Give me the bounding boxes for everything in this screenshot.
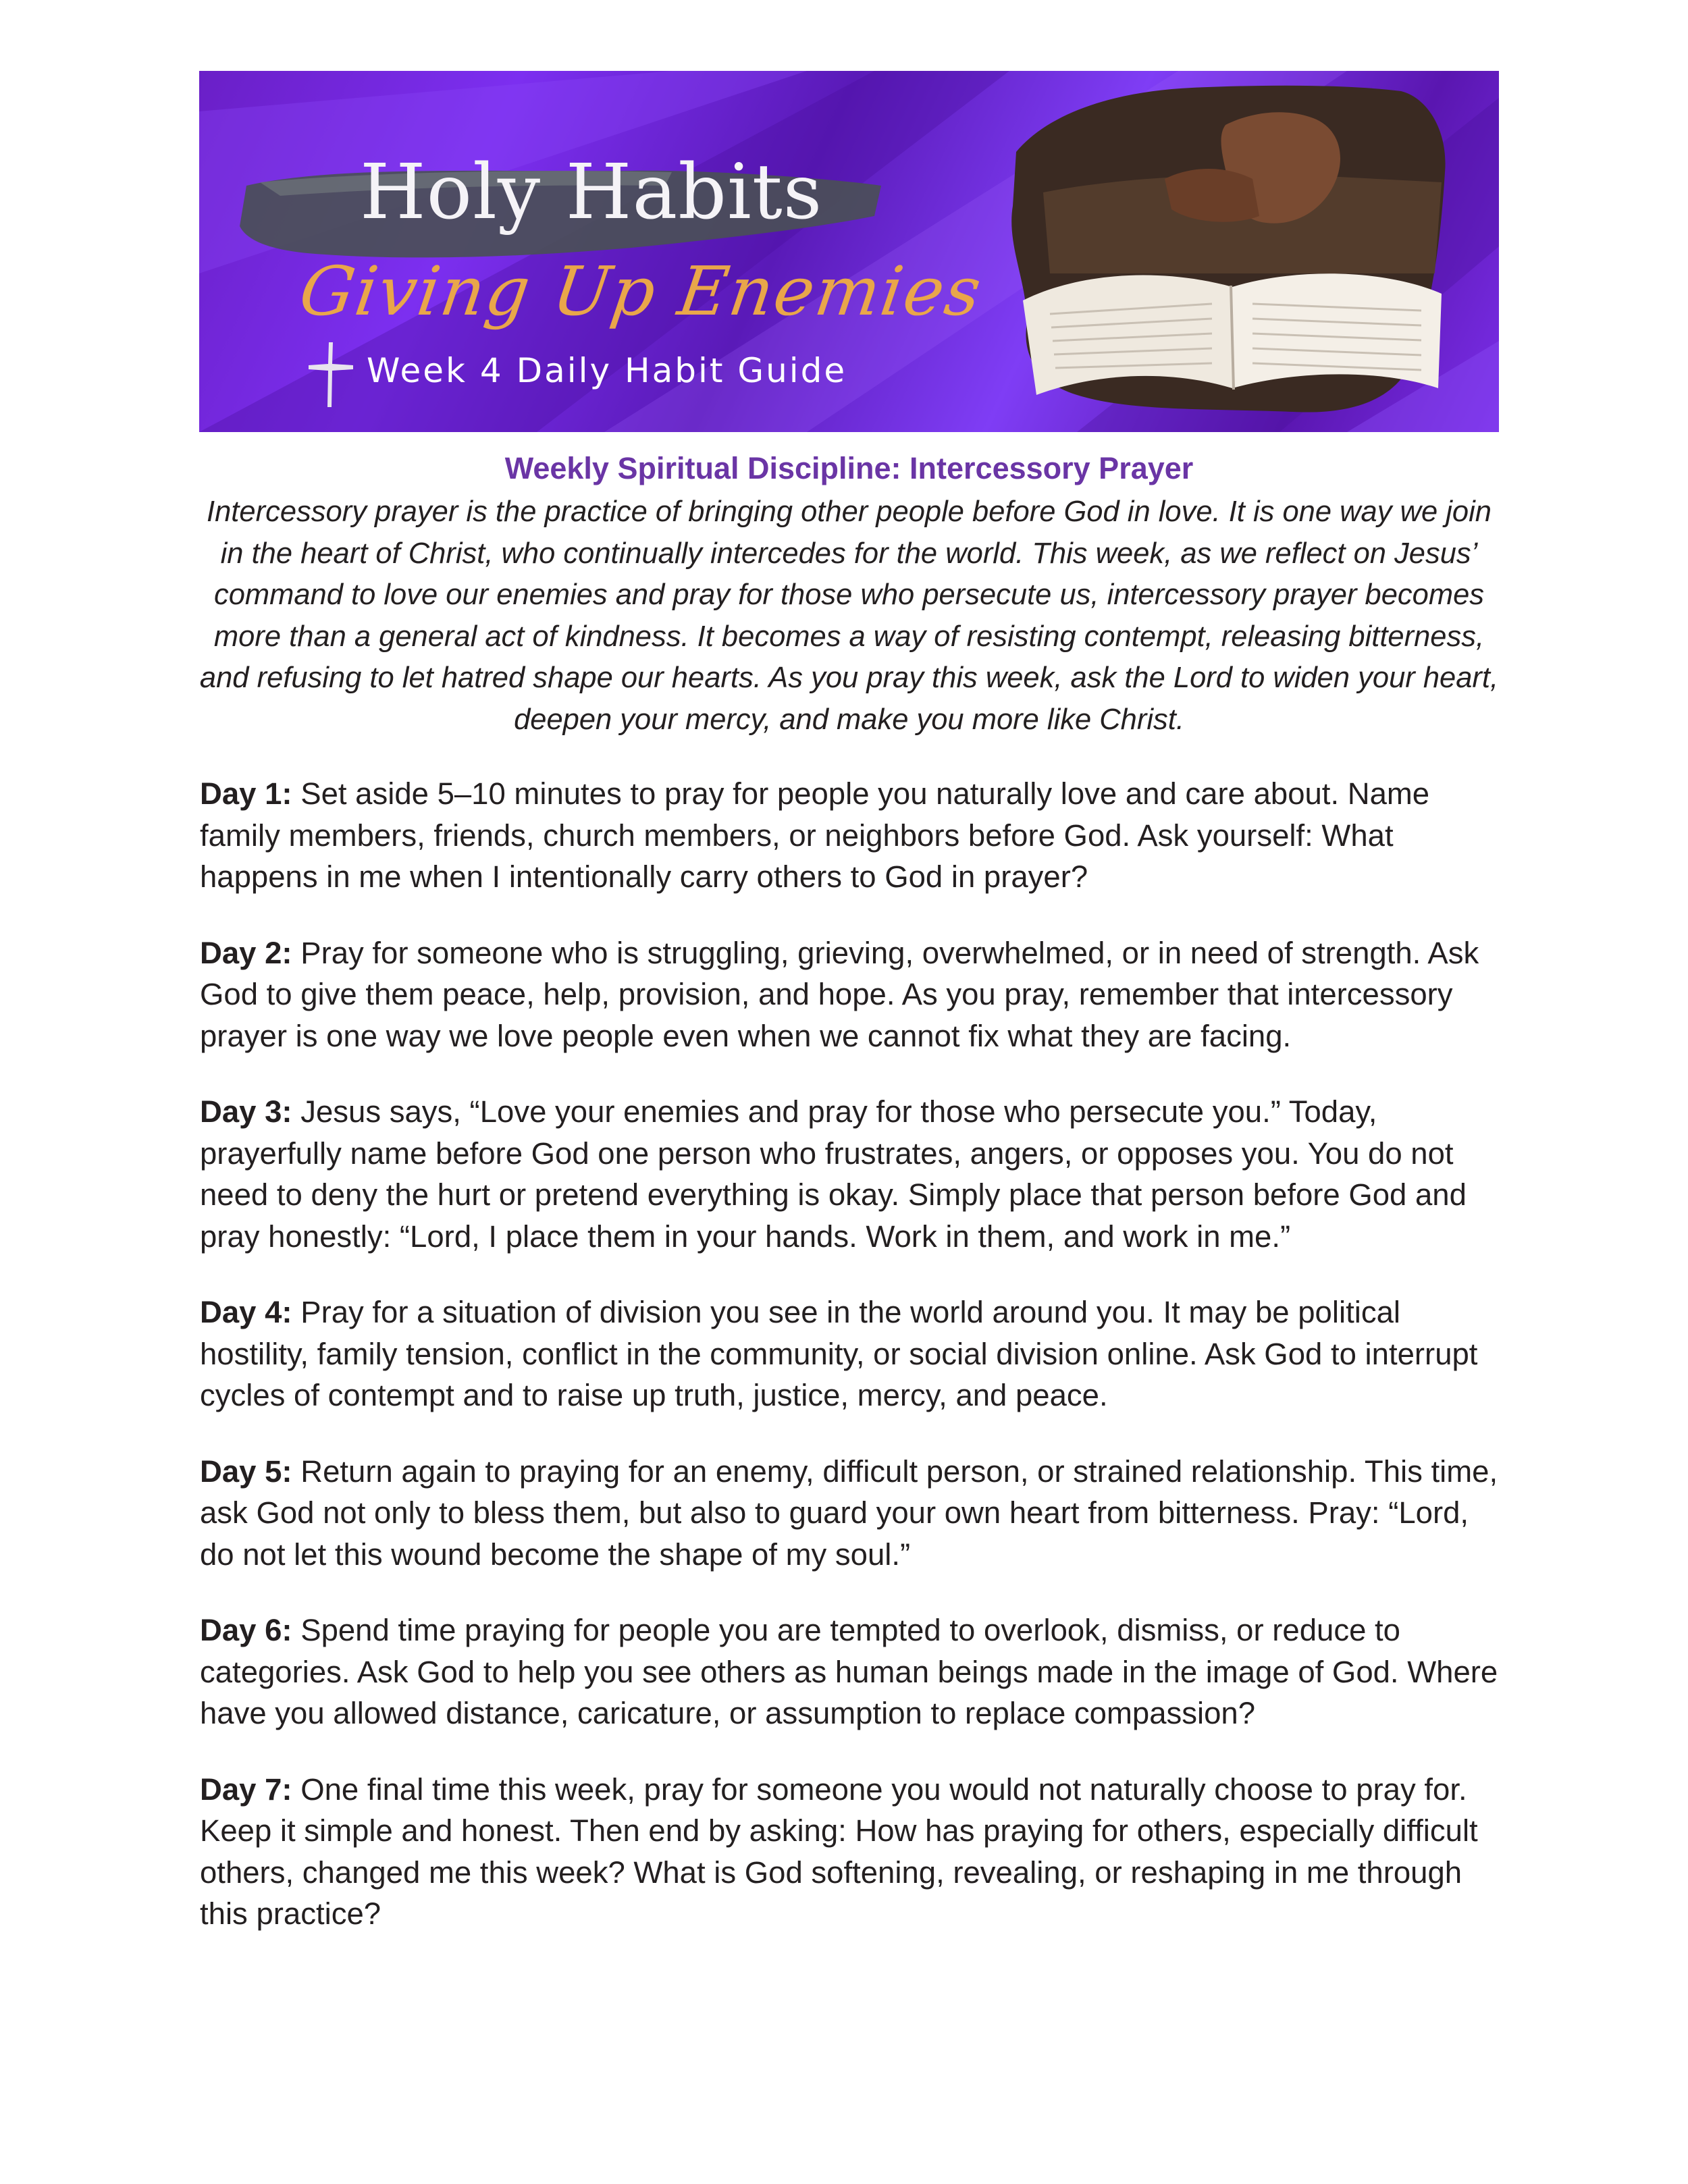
day-label: Day 6:: [200, 1613, 292, 1647]
day-text: Return again to praying for an enemy, difficult person, or strained relationship. This time, ask God not only to bless them, but also to guard your own heart from bitterness. Pray: “Lord, do not let this wound become the shape of my soul.”: [200, 1454, 1498, 1572]
day-label: Day 3:: [200, 1094, 292, 1129]
day-label: Day 5:: [200, 1454, 292, 1489]
day-text: Jesus says, “Love your enemies and pray for those who persecute you.” Today, prayerfully name before God one person who frustrates, angers, or opposes you. You do not need to deny the hurt or pretend everything is okay. Simply place that person before God and pray honestly: “Lord, I place them in your hands. Work in them, and work in me.”: [200, 1094, 1467, 1254]
day-text: Set aside 5–10 minutes to pray for people you naturally love and care about. Name family members, friends, church members, or neighbors before God. Ask yourself: What happens in me when I intentionally carry others to God in prayer?: [200, 776, 1430, 894]
day-7-entry: [200, 1769, 1503, 1935]
discipline-intro: Intercessory prayer is the practice of bringing other people before God in love. It is one way we join in the heart of Christ, who continually intercedes for the world. This week, as we reflect on Jesus’ command to love our enemies and pray for those who persecute us, intercessory prayer becomes more than a general act of kindness. It becomes a way of resisting contempt, releasing bitterness, and refusing to let hatred shape our hearts. As you pray this week, ask the Lord to widen your heart, deepen your mercy, and make you more like Christ.: [199, 496, 1499, 736]
header-banner: [199, 71, 1499, 432]
day-label: Day 7:: [200, 1772, 292, 1807]
day-3-entry: [200, 1091, 1503, 1257]
banner-title: Holy Habits: [360, 149, 823, 236]
day-5-entry: [200, 1451, 1503, 1576]
day-text: Pray for a situation of division you see in the world around you. It may be political hostility, family tension, conflict in the community, or social division online. Ask God to interrupt cycles of contempt and to raise up truth, justice, mercy, and peace.: [200, 1295, 1478, 1412]
day-2-entry: [200, 932, 1503, 1057]
day-label: Day 2:: [200, 935, 292, 970]
day-text: Spend time praying for people you are tempted to overlook, dismiss, or reduce to categories. Ask God to help you see others as human beings made in the image of God. Where have you allowed distance, caricature, or assumption to replace compassion?: [200, 1613, 1498, 1730]
day-text: Pray for someone who is struggling, grieving, overwhelmed, or in need of strength. Ask God to give them peace, help, provision, and hope. As you pray, remember that intercessory prayer is one way we love people even when we cannot fix what they are facing.: [200, 935, 1479, 1053]
banner-week-label: Week 4 Daily Habit Guide: [367, 351, 847, 390]
cross-icon: [307, 341, 354, 408]
day-6-entry: [200, 1609, 1503, 1734]
day-label: Day 1:: [200, 776, 292, 811]
banner-subtitle: Giving Up Enemies: [294, 252, 987, 331]
day-text: One final time this week, pray for someone you would not naturally choose to pray for. Keep it simple and honest. Then end by asking: How has praying for others, especially difficult others, changed me this week? What is God softening, revealing, or reshaping in me through this practice?: [200, 1772, 1478, 1931]
day-4-entry: [200, 1291, 1503, 1416]
daily-habits-list: [200, 773, 1503, 1969]
day-1-entry: [200, 773, 1503, 898]
discipline-heading: Weekly Spiritual Discipline: Intercessory Prayer: [504, 451, 1194, 485]
day-label: Day 4:: [200, 1295, 292, 1329]
